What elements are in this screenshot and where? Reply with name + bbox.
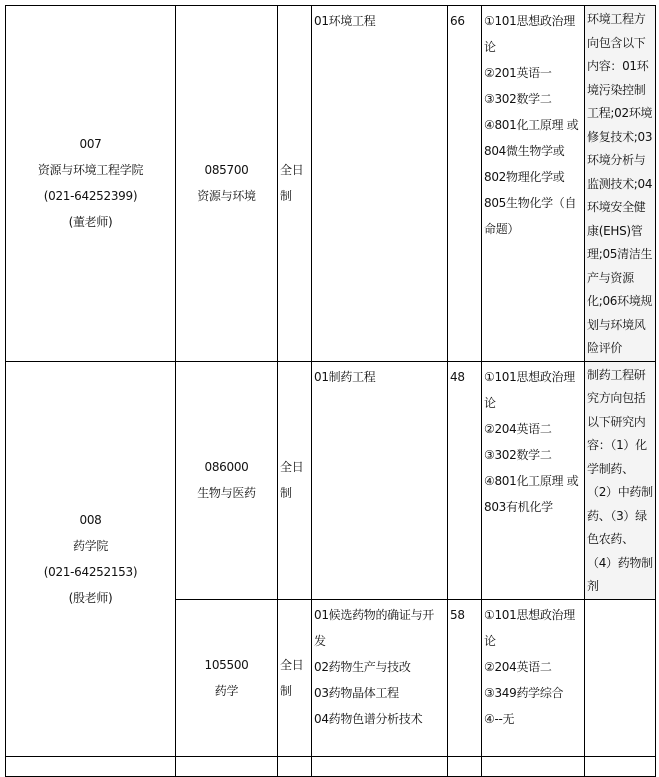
- cell-line: 康(EHS)管: [587, 223, 643, 238]
- cell-line: 全日: [280, 163, 304, 178]
- study-mode-cell: [278, 6, 312, 362]
- cell-line: 发: [314, 633, 326, 648]
- cell-line: ①101思想政治理: [484, 14, 575, 28]
- empty-cell: [6, 756, 176, 776]
- cell-line: 03药物晶体工程: [314, 685, 399, 700]
- cell-line: 全日: [280, 460, 304, 474]
- cell-line: 802物理化学或: [484, 170, 565, 184]
- cell-line: 085700: [204, 163, 249, 178]
- college-cell: [6, 361, 176, 756]
- table-row: [6, 6, 656, 362]
- study-mode-cell: [278, 361, 312, 599]
- cell-line: 01环境工程: [314, 14, 376, 28]
- cell-line: 修复技术;03: [587, 129, 653, 144]
- cell-line: 805生物化学（自: [484, 196, 577, 210]
- notes-cell: [585, 599, 656, 756]
- cell-line: ④801化工原理 或: [484, 118, 579, 132]
- exams-cell: [482, 599, 585, 756]
- quota-value: 58: [450, 607, 465, 622]
- cell-line: 生物与医药: [197, 486, 256, 500]
- directions-cell: [312, 6, 448, 362]
- cell-line: 制: [280, 683, 292, 698]
- cell-line: ④--无: [484, 711, 515, 726]
- empty-cell: [278, 756, 312, 776]
- cell-line: ④801化工原理 或: [484, 473, 579, 488]
- empty-cell: [585, 756, 656, 776]
- cell-line: 008: [79, 512, 102, 527]
- college-cell: [6, 6, 176, 362]
- cell-line: 论: [484, 40, 496, 54]
- cell-line: 制: [280, 189, 292, 204]
- cell-line: ③302数学二: [484, 92, 552, 106]
- cell-line: 全日: [280, 657, 304, 672]
- cell-line: ①101思想政治理: [484, 607, 575, 622]
- cell-line: （4）药物制: [587, 555, 653, 570]
- admissions-table: [5, 5, 656, 777]
- cell-line: 804微生物学或: [484, 144, 565, 158]
- empty-cell: [312, 756, 448, 776]
- cell-line: 资源与环境工程学院: [37, 163, 144, 178]
- cell-line: 化;06环境规: [587, 294, 653, 308]
- cell-line: 境污染控制: [587, 82, 646, 97]
- cell-line: 803有机化学: [484, 499, 553, 514]
- cell-line: 药、（3）绿: [587, 508, 647, 523]
- cell-line: 向包含以下: [587, 35, 646, 50]
- cell-line: 环境工程方: [587, 12, 646, 26]
- cell-line: ②204英语二: [484, 659, 552, 674]
- cell-line: ①101思想政治理: [484, 369, 575, 384]
- empty-cell: [176, 756, 278, 776]
- cell-line: 环境安全健: [587, 200, 646, 214]
- notes-cell: [585, 361, 656, 599]
- table-row: [6, 756, 656, 776]
- major-cell: [176, 599, 278, 756]
- cell-line: (021-64252153): [43, 564, 138, 579]
- cell-line: 究方向包括: [587, 391, 646, 405]
- exams-cell: [482, 6, 585, 362]
- cell-line: 007: [79, 137, 102, 152]
- cell-line: 色农药、: [587, 532, 634, 546]
- cell-line: ③302数学二: [484, 447, 552, 462]
- cell-line: (021-64252399): [43, 189, 138, 204]
- cell-line: 理;05清洁生: [587, 247, 653, 261]
- cell-line: 制药工程研: [587, 367, 646, 382]
- cell-line: 086000: [204, 460, 249, 474]
- cell-line: ②204英语二: [484, 421, 552, 436]
- cell-line: 监测技术;04: [587, 176, 653, 191]
- cell-line: 划与环境风: [587, 317, 646, 332]
- quota-value: 66: [450, 14, 465, 28]
- cell-line: 学制药、: [587, 461, 634, 476]
- cell-line: 药学: [214, 683, 239, 698]
- cell-line: ②201英语一: [484, 66, 552, 80]
- cell-line: 资源与环境: [197, 189, 256, 204]
- cell-line: 命题）: [484, 222, 520, 236]
- notes-cell: [585, 6, 656, 362]
- cell-line: 药学院: [72, 538, 109, 553]
- directions-cell: [312, 599, 448, 756]
- cell-line: 01候选药物的确证与开: [314, 607, 434, 622]
- empty-cell: [482, 756, 585, 776]
- quota-cell: [448, 599, 482, 756]
- cell-line: 04药物色谱分析技术: [314, 711, 423, 726]
- cell-line: (董老师): [68, 215, 113, 230]
- major-cell: [176, 361, 278, 599]
- quota-cell: [448, 361, 482, 599]
- cell-line: 环境分析与: [587, 153, 646, 167]
- quota-value: 48: [450, 369, 465, 384]
- cell-line: 01制药工程: [314, 369, 376, 384]
- empty-cell: [448, 756, 482, 776]
- cell-line: 产与资源: [587, 270, 634, 285]
- cell-line: 以下研究内: [587, 414, 646, 429]
- quota-cell: [448, 6, 482, 362]
- cell-line: 105500: [204, 657, 249, 672]
- cell-line: 剂: [587, 579, 599, 593]
- cell-line: ③349药学综合: [484, 685, 564, 700]
- cell-line: 论: [484, 395, 496, 410]
- cell-line: 工程;02环境: [587, 106, 653, 120]
- directions-cell: [312, 361, 448, 599]
- cell-line: 内容：01环: [587, 59, 649, 73]
- cell-line: 论: [484, 633, 496, 648]
- cell-line: (殷老师): [68, 590, 113, 605]
- cell-line: 险评价: [587, 341, 623, 355]
- cell-line: （2）中药制: [587, 485, 653, 499]
- study-mode-cell: [278, 599, 312, 756]
- cell-line: 制: [280, 486, 292, 500]
- cell-line: 02药物生产与技改: [314, 659, 411, 674]
- table-row: [6, 361, 656, 599]
- exams-cell: [482, 361, 585, 599]
- major-cell: [176, 6, 278, 362]
- cell-line: 容：（1）化: [587, 438, 647, 452]
